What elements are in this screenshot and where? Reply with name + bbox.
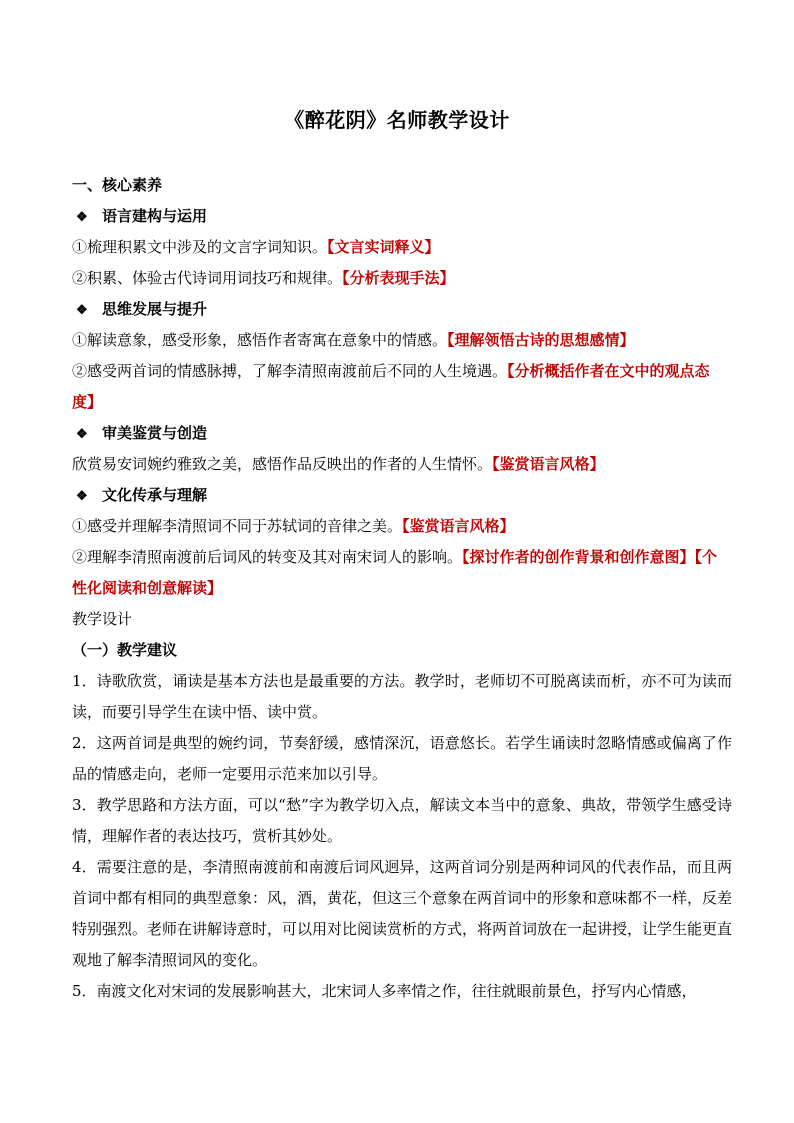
item-text: ②积累、体验古代诗词用词技巧和规律。 <box>72 269 343 287</box>
group-heading-aesthetics <box>72 418 732 449</box>
numbered-paragraph: 4．需要注意的是，李清照南渡前和南渡后词风迥异，这两首词分别是两种词风的代表作品，而且两首词中都有相同的典型意象：风，酒，黄花，但这三个意象在两首词中的形象和意味都不一样，反差特别强烈。老师在讲解诗意时，可以用对比阅读赏析的方式，将两首词放在一起讲授，让学生能更直观地了解李清照词风的变化。 <box>72 858 733 969</box>
diamond-bullet-icon: ❖ <box>76 303 88 318</box>
group-name: 语言建构与运用 <box>102 207 208 225</box>
group-heading-thinking <box>72 294 732 325</box>
item-text: 欣赏易安词婉约雅致之美，感悟作品反映出的作者的人生情怀。 <box>72 455 493 473</box>
section-heading-teaching-design: 教学设计 <box>72 610 133 628</box>
skill-tag: 【分析表现手法】 <box>342 269 455 287</box>
skill-tag: 【分析概括作者在文中的观点态度】 <box>72 362 710 411</box>
group-name: 审美鉴赏与创造 <box>102 424 208 442</box>
list-item <box>72 232 732 263</box>
numbered-paragraph: 1．诗歌欣赏，诵读是基本方法也是最重要的方法。教学时，老师切不可脱离读而析，亦不可为读而读，而要引导学生在读中悟、读中赏。 <box>72 672 732 721</box>
numbered-paragraph: 2．这两首词是典型的婉约词，节奏舒缓，感情深沉，语意悠长。若学生诵读时忽略情感或偏离了作品的情感走向，老师一定要用示范来加以引导。 <box>72 734 732 783</box>
list-item <box>72 542 732 604</box>
list-item <box>72 449 732 480</box>
group-heading-culture <box>72 480 732 511</box>
list-item <box>72 356 732 418</box>
list-item <box>72 325 732 356</box>
group-heading-language <box>72 201 732 232</box>
diamond-bullet-icon: ❖ <box>76 489 88 504</box>
list-item <box>72 511 732 542</box>
group-name: 思维发展与提升 <box>102 300 208 318</box>
list-item <box>72 263 732 294</box>
sub-heading-teaching-suggestions: （一）教学建议 <box>72 641 178 659</box>
skill-tag: 【鉴赏语言风格】 <box>402 517 515 535</box>
page-title: 《醉花阴》名师教学设计 <box>284 108 510 132</box>
diamond-bullet-icon: ❖ <box>76 210 88 225</box>
item-text: ①感受并理解李清照词不同于苏轼词的音律之美。 <box>72 517 403 535</box>
document-body <box>72 170 732 1007</box>
item-text: ②理解李清照南渡前后词风的转变及其对南宋词人的影响。 <box>72 548 463 566</box>
group-name: 文化传承与理解 <box>102 486 208 504</box>
diamond-bullet-icon: ❖ <box>76 427 88 442</box>
item-text: ②感受两首词的情感脉搏，了解李清照南渡前后不同的人生境遇。 <box>72 362 508 380</box>
skill-tag: 【探讨作者的创作背景和创作意图】【个性化阅读和创意解读】 <box>72 548 718 597</box>
numbered-paragraph: 3．教学思路和方法方面，可以“愁”字为教学切入点，解读文本当中的意象、典故，带领学生感受诗情，理解作者的表达技巧，赏析其妙处。 <box>72 796 732 845</box>
skill-tag: 【文言实词释义】 <box>327 238 440 256</box>
numbered-paragraph: 5．南渡文化对宋词的发展影响甚大，北宋词人多率情之作，往往就眼前景色，抒写内心情感， <box>72 982 697 1000</box>
skill-tag: 【理解领悟古诗的思想感情】 <box>447 331 635 349</box>
item-text: ①解读意象，感受形象，感悟作者寄寓在意象中的情感。 <box>72 331 448 349</box>
item-text: ①梳理积累文中涉及的文言字词知识。 <box>72 238 328 256</box>
skill-tag: 【鉴赏语言风格】 <box>492 455 605 473</box>
section-heading-core-literacy: 一、核心素养 <box>72 176 163 194</box>
